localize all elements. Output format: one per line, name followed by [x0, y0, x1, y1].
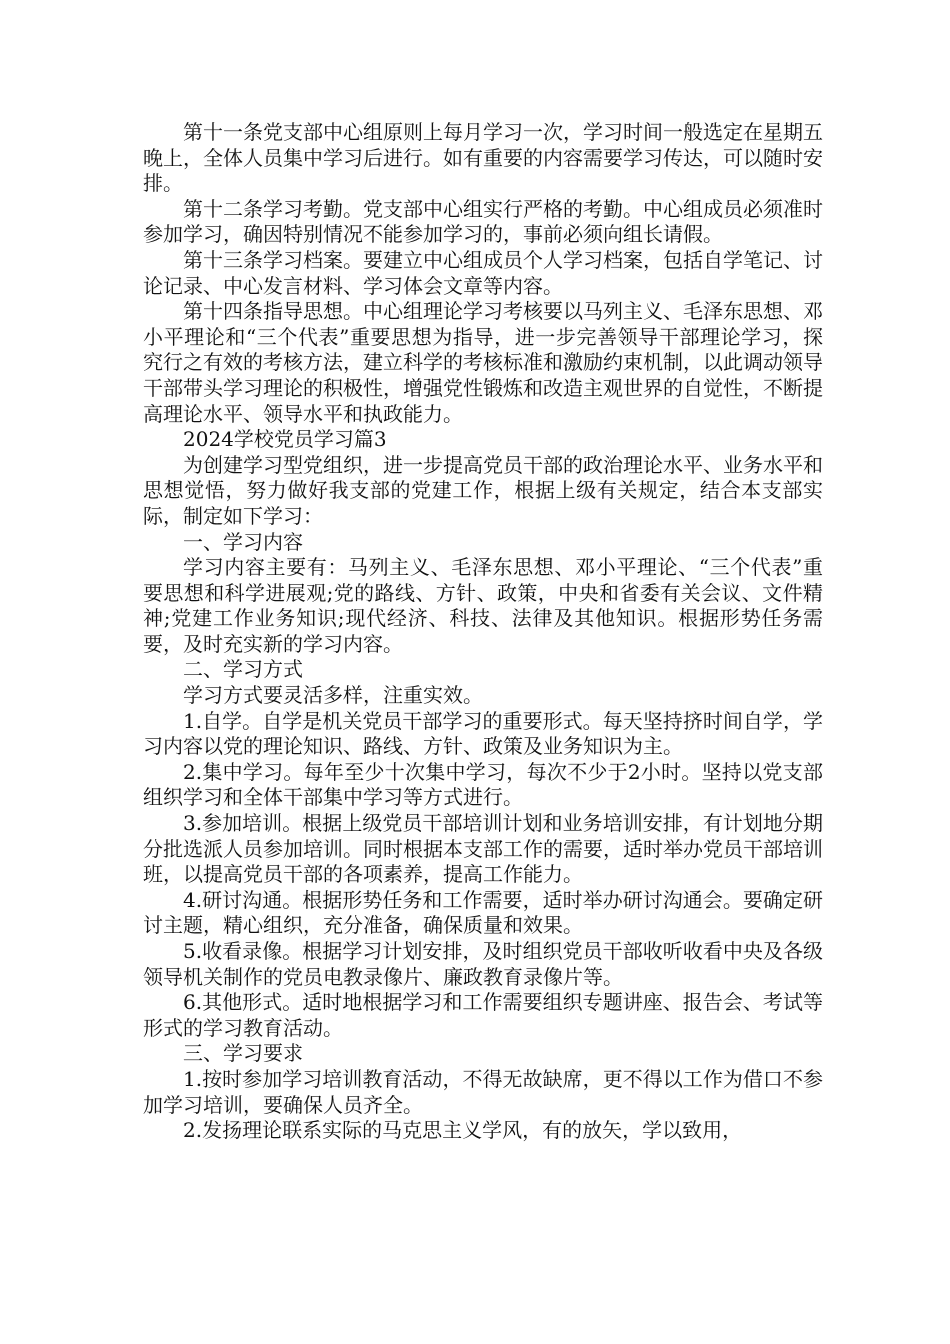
- paragraph: 学习方式要灵活多样，注重实效。: [183, 683, 483, 708]
- list-item: 1.自学。自学是机关党员干部学习的重要形式。每天坚持挤时间自学，学习内容以党的理论知识、路线、方针、政策及业务知识为主。: [143, 708, 823, 759]
- paragraph: 第十三条学习档案。要建立中心组成员个人学习档案，包括自学笔记、讨论记录、中心发言材料、学习体会文章等内容。: [143, 247, 823, 298]
- paragraph: 学习内容主要有：马列主义、毛泽东思想、邓小平理论、“三个代表”重要思想和科学进展观;党的路线、方针、政策，中央和省委有关会议、文件精神;党建工作业务知识;现代经济、科技、法律及其他知识。根据形势任务需要，及时充实新的学习内容。: [143, 555, 823, 656]
- section-heading: 三、学习要求: [183, 1041, 303, 1066]
- section-title: 2024学校党员学习篇3: [183, 427, 387, 452]
- section-heading: 一、学习内容: [183, 529, 303, 554]
- document-body: [143, 120, 823, 1144]
- list-item: 6.其他形式。适时地根据学习和工作需要组织专题讲座、报告会、考试等形式的学习教育活动。: [143, 990, 823, 1040]
- list-item: 2.发扬理论联系实际的马克思主义学风，有的放矢，学以致用，: [183, 1118, 743, 1143]
- paragraph: 第十一条党支部中心组原则上每月学习一次，学习时间一般选定在星期五晚上，全体人员集中学习后进行。如有重要的内容需要学习传达，可以随时安排。: [143, 120, 823, 196]
- list-item: 1.按时参加学习培训教育活动，不得无故缺席，更不得以工作为借口不参加学习培训，要确保人员齐全。: [143, 1066, 823, 1117]
- section-heading: 二、学习方式: [183, 657, 303, 682]
- list-item: 2.集中学习。每年至少十次集中学习，每次不少于2小时。坚持以党支部组织学习和全体干部集中学习等方式进行。: [143, 759, 823, 810]
- list-item: 4.研讨沟通。根据形势任务和工作需要，适时举办研讨沟通会。要确定研讨主题，精心组织，充分准备，确保质量和效果。: [143, 887, 823, 938]
- list-item: 5.收看录像。根据学习计划安排，及时组织党员干部收听收看中央及各级领导机关制作的党员电教录像片、廉政教育录像片等。: [143, 939, 823, 989]
- paragraph: 第十四条指导思想。中心组理论学习考核要以马列主义、毛泽东思想、邓小平理论和“三个代表”重要思想为指导，进一步完善领导干部理论学习，探究行之有效的考核方法，建立科学的考核标准和激励约束机制，以此调动领导干部带头学习理论的积极性，增强党性锻炼和改造主观世界的自觉性，不断提高理论水平、领导水平和执政能力。: [143, 299, 823, 426]
- paragraph: 为创建学习型党组织，进一步提高党员干部的政治理论水平、业务水平和思想觉悟，努力做好我支部的党建工作，根据上级有关规定，结合本支部实际，制定如下学习：: [143, 452, 823, 528]
- list-item: 3.参加培训。根据上级党员干部培训计划和业务培训安排，有计划地分期分批选派人员参加培训。同时根据本支部工作的需要，适时举办党员干部培训班，以提高党员干部的各项素养，提高工作能力。: [143, 811, 823, 887]
- paragraph: 第十二条学习考勤。党支部中心组实行严格的考勤。中心组成员必须准时参加学习，确因特别情况不能参加学习的，事前必须向组长请假。: [143, 196, 823, 247]
